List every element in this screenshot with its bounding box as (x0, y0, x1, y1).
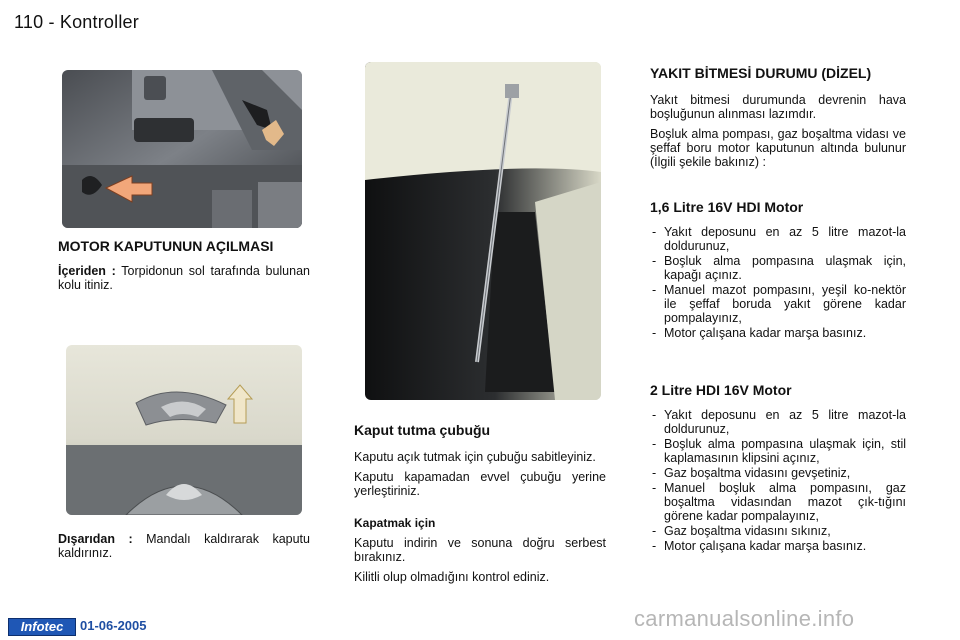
hood-release-lever-photo (62, 70, 302, 228)
inside-instruction (58, 264, 310, 292)
inside-label: İçeriden : (58, 264, 116, 278)
engine-20-title: 2 Litre HDI 16V Motor (650, 382, 792, 398)
list-item: - Motor çalışana kadar marşa basınız. (650, 539, 906, 553)
section-title-hood-opening: MOTOR KAPUTUNUN AÇILMASI (58, 238, 274, 254)
prop-rod-p1: Kaputu açık tutmak için çubuğu sabitleyiniz. (354, 450, 596, 464)
outside-text: Mandalı kaldırarak kaputu kaldırınız. (58, 532, 310, 560)
list-item: - Yakıt deposunu en az 5 litre mazot-la doldurunuz, (650, 225, 906, 253)
middle-column (354, 422, 606, 590)
outside-instruction (58, 532, 310, 566)
list-item: - Manuel mazot pompasını, yeşil ko-nektör ile şeffaf boruda yakıt görene kadar pompalayınız, (650, 283, 906, 325)
closing-p1: Kaputu indirin ve sonuna doğru serbest bırakınız. (354, 536, 606, 564)
list-item: - Gaz boşaltma vidasını sıkınız, (650, 524, 906, 538)
list-item: - Gaz boşaltma vidasını gevşetiniz, (650, 466, 906, 480)
engine-20-steps (650, 408, 906, 553)
infotec-badge: Infotec (8, 618, 76, 636)
page-title: 110 - Kontroller (14, 12, 139, 32)
fuel-out-p1: Yakıt bitmesi durumunda devrenin hava boşluğunun alınması lazımdır. (650, 93, 906, 121)
closing-p2: Kilitli olup olmadığını kontrol ediniz. (354, 570, 550, 584)
engine-16-title: 1,6 Litre 16V HDI Motor (650, 199, 804, 215)
right-column (650, 66, 906, 554)
list-item: - Boşluk alma pompasına ulaşmak için, stil kaplamasının klipsini açınız, (650, 437, 906, 465)
prop-rod-p2: Kaputu kapamadan evvel çubuğu yerine yerleştiriniz. (354, 470, 606, 498)
inside-text: Torpidonun sol tarafında bulunan kolu itiniz. (58, 264, 310, 292)
hood-latch-photo (66, 345, 302, 515)
fuel-out-p2: Boşluk alma pompası, gaz boşaltma vidası ve şeffaf boru motor kaputunun altında bulunur (İlgili şekile bakınız) : (650, 127, 906, 169)
left-column (58, 238, 310, 298)
hood-latch-illustration (66, 345, 302, 515)
list-item: - Boşluk alma pompasına ulaşmak için, kapağı açınız. (650, 254, 906, 282)
prop-rod-title: Kaput tutma çubuğu (354, 422, 491, 438)
list-item: - Motor çalışana kadar marşa basınız. (650, 326, 906, 340)
engine-16-steps (650, 225, 906, 340)
hood-release-lever-illustration (62, 70, 302, 228)
fuel-out-title: YAKIT BİTMESİ DURUMU (DİZEL) (650, 65, 872, 81)
closing-subtitle: Kapatmak için (354, 516, 436, 530)
hood-prop-rod-photo (365, 62, 601, 400)
watermark: carmanualsonline.info (634, 606, 855, 631)
footer-date: 01-06-2005 (80, 618, 147, 633)
list-item: - Manuel boşluk alma pompasını, gaz boşaltma vidasından mazot çık-tığını görene kadar pompalayınız, (650, 481, 906, 523)
outside-label: Dışarıdan : (58, 532, 133, 546)
list-item: - Yakıt deposunu en az 5 litre mazot-la doldurunuz, (650, 408, 906, 436)
hood-prop-rod-illustration (365, 62, 601, 400)
